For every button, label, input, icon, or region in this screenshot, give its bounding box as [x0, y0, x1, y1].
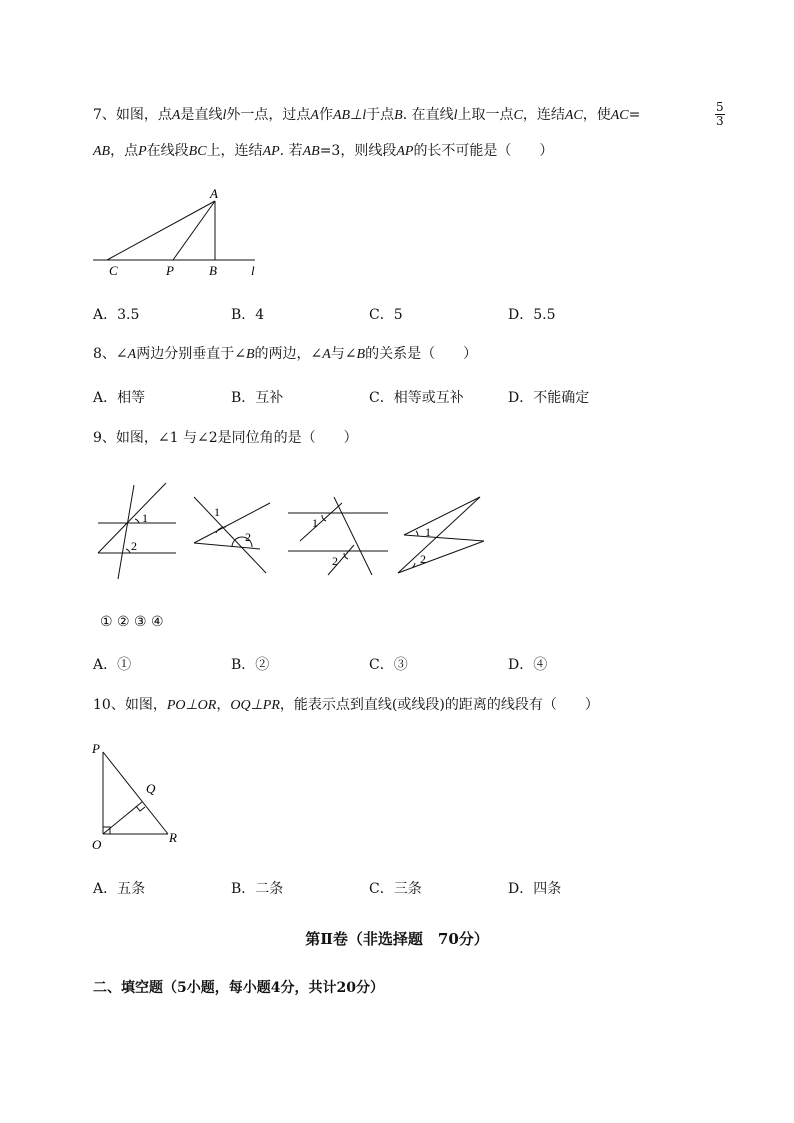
- q9-options: [93, 654, 693, 674]
- q9-figure-4: [398, 497, 484, 573]
- q7-stem-line1: 7、如图，点A是直线l外一点，过点A作AB⊥l于点B. 在直线l上取一点C，连结AC，使AC=: [93, 107, 641, 123]
- q7-label-p: P: [166, 263, 174, 278]
- q7-option-b[interactable]: B．4: [231, 307, 265, 323]
- q10-option-b[interactable]: B．二条: [231, 881, 284, 897]
- q9-figure-3: [288, 497, 388, 575]
- svg-text:2: 2: [332, 554, 338, 568]
- q8-options: [93, 387, 693, 407]
- q7-label-a: A: [210, 186, 218, 201]
- q10-stem: 10、如图，PO⊥OR，OQ⊥PR，能表示点到直线(或线段)的距离的线段有（ ）: [93, 697, 599, 713]
- q7-stem-line2: AB，点P在线段BC上，连结AP. 若AB=3，则线段AP的长不可能是（ ）: [93, 143, 554, 159]
- q7-option-d[interactable]: D．5.5: [508, 307, 556, 323]
- q9-figures: [90, 475, 500, 590]
- svg-text:1: 1: [312, 516, 318, 530]
- q9-stem: 9、如图，∠1 与∠2是同位角的是（ ）: [93, 430, 358, 446]
- svg-text:1: 1: [425, 525, 431, 539]
- q7-figure: [85, 183, 275, 283]
- q7-label-l: l: [251, 263, 255, 278]
- q10-label-q: Q: [146, 781, 156, 796]
- svg-text:2: 2: [131, 539, 137, 553]
- q9-option-c[interactable]: C．③: [369, 657, 408, 673]
- q7-option-a[interactable]: A．3.5: [93, 307, 140, 323]
- q10-figure: [88, 738, 198, 856]
- q8-option-a[interactable]: A．相等: [93, 390, 146, 406]
- q7-option-c[interactable]: C．5: [369, 307, 403, 323]
- section-subtitle: 二、填空题（5小题，每小题4分，共计20分）: [93, 980, 384, 996]
- q8-stem: 8、∠A两边分别垂直于∠B的两边，∠A与∠B的关系是（ ）: [93, 346, 478, 362]
- q9-figure-1: [98, 483, 176, 579]
- q8-option-c[interactable]: C．相等或互补: [369, 390, 464, 406]
- q10-option-a[interactable]: A．五条: [93, 881, 146, 897]
- q10-option-c[interactable]: C．三条: [369, 881, 422, 897]
- q9-option-d[interactable]: D．④: [508, 657, 548, 673]
- q9-option-b[interactable]: B．②: [231, 657, 270, 673]
- q7-label-b: B: [209, 263, 217, 278]
- q9-figure-2: [194, 497, 270, 573]
- q7-fraction: $\frac{5}{3}$: [716, 100, 724, 128]
- q7-label-c: C: [109, 263, 118, 278]
- svg-text:1: 1: [214, 505, 220, 519]
- q10-label-p: P: [92, 741, 100, 756]
- q7-options: [93, 304, 693, 324]
- svg-text:1: 1: [142, 511, 148, 525]
- q10-options: [93, 878, 693, 898]
- q10-label-r: R: [169, 830, 177, 845]
- q8-option-d[interactable]: D．不能确定: [508, 390, 590, 406]
- q10-label-o: O: [92, 837, 102, 852]
- q9-option-a[interactable]: A．①: [93, 657, 132, 673]
- q9-figure-captions: ① ② ③ ④: [100, 614, 164, 630]
- svg-text:2: 2: [245, 530, 251, 544]
- q10-option-d[interactable]: D．四条: [508, 881, 562, 897]
- q8-option-b[interactable]: B．互补: [231, 390, 284, 406]
- section-title: 第Ⅱ卷（非选择题 70分）: [305, 930, 489, 948]
- svg-text:2: 2: [420, 552, 426, 566]
